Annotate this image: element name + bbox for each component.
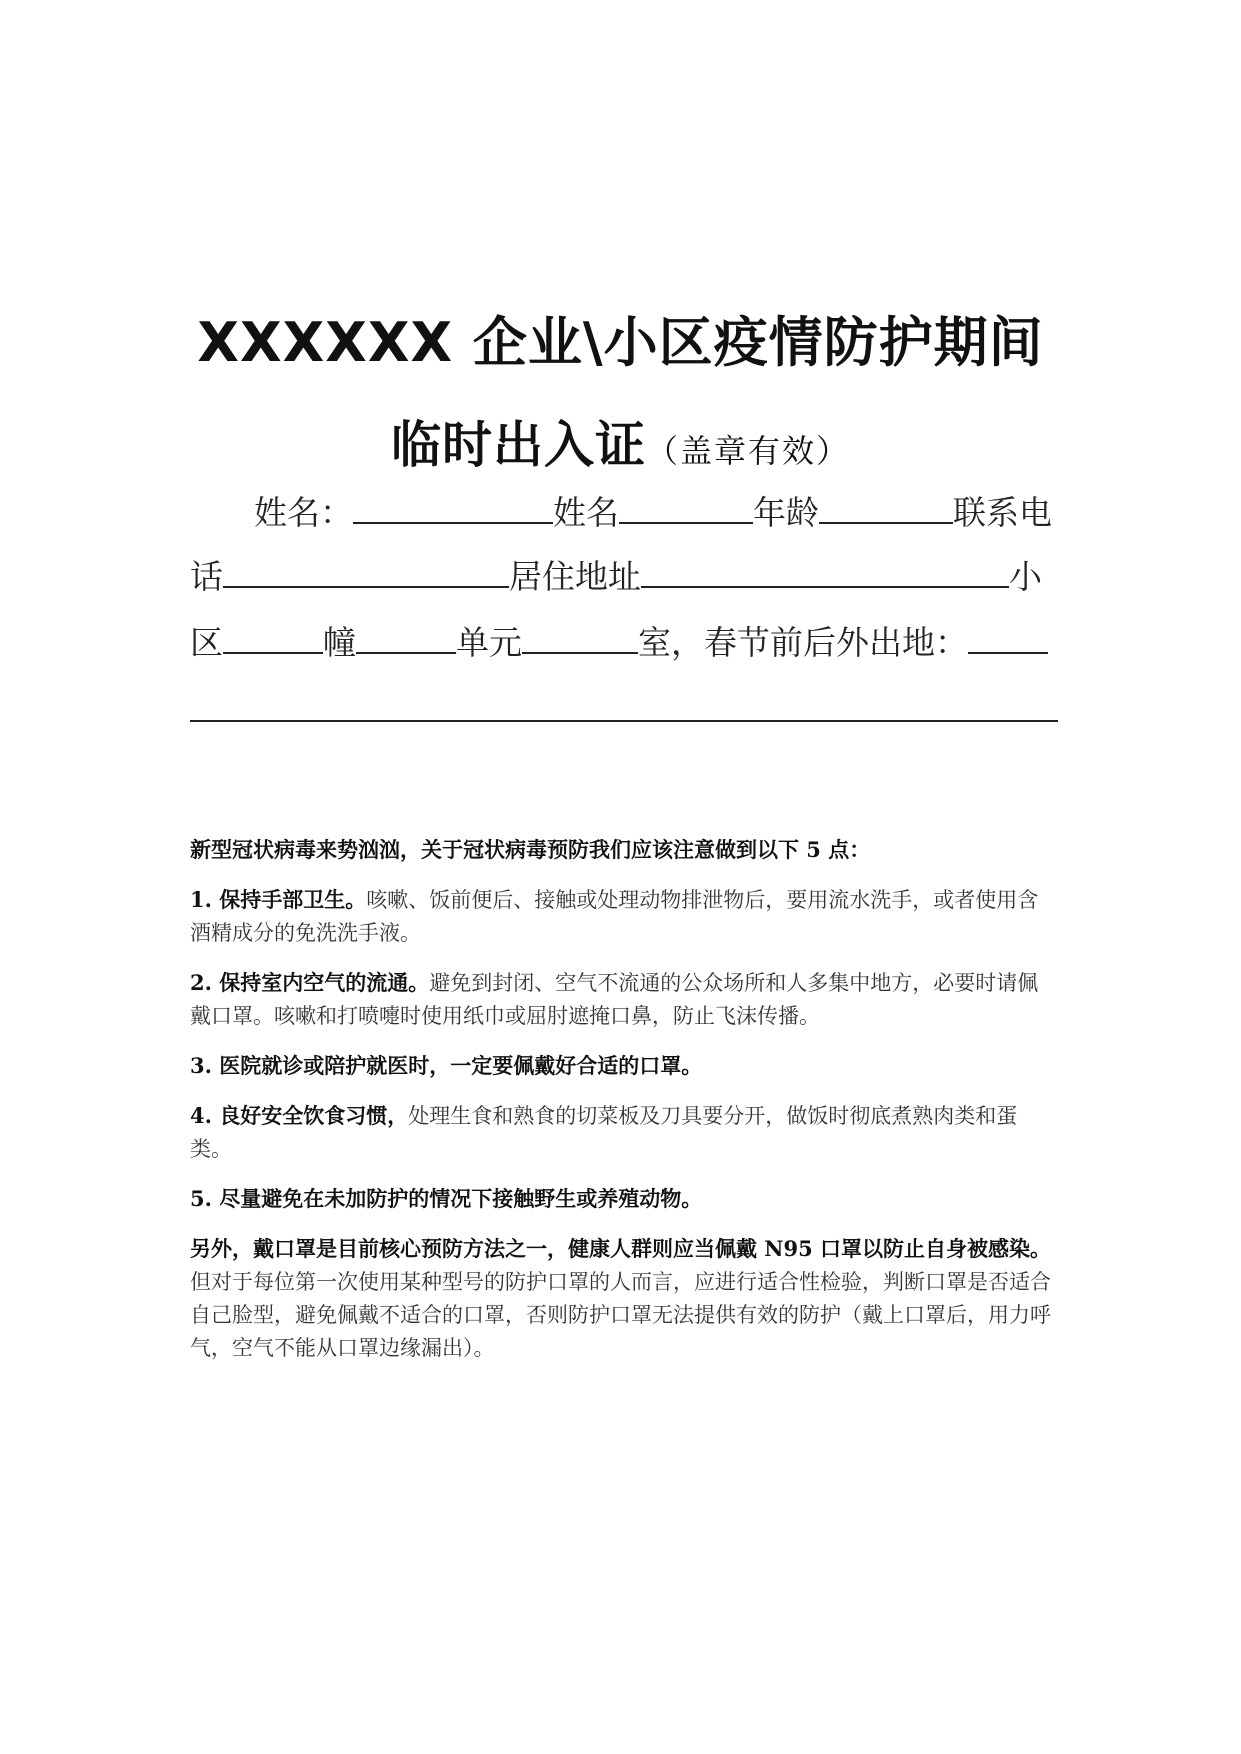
notice-item-5	[190, 1182, 1058, 1216]
notice-item-1-text: 咳嗽、饭前便后、接触或处理动物排泄物后，要用流水洗手，或者使用含酒精成分的免洗洗手液。	[190, 888, 1039, 945]
community-label-part2: 区	[190, 623, 223, 662]
age-blank[interactable]	[819, 488, 953, 524]
notice-intro: 新型冠状病毒来势汹汹，关于冠状病毒预防我们应该注意做到以下 5 点：	[190, 837, 871, 862]
room-label: 室，春节前后外出地：	[638, 623, 968, 662]
notice-item-2-text: 避免到封闭、空气不流通的公众场所和人多集中地方，必要时请佩戴口罩。咳嗽和打喷嚏时使用纸巾或屈肘遮掩口鼻，防止飞沫传播。	[190, 971, 1039, 1028]
notice-item-3	[190, 1049, 1058, 1083]
phone-blank[interactable]	[223, 552, 509, 588]
community-label-part1: 小	[1009, 557, 1042, 596]
document-subtitle	[0, 405, 1241, 477]
form-line-3	[190, 618, 1058, 662]
address-blank[interactable]	[641, 552, 1009, 588]
notice-mask-advice-text: 但对于每位第一次使用某种型号的防护口罩的人而言，应进行适合性检验，判断口罩是否适合自己脸型，避免佩戴不适合的口罩，否则防护口罩无法提供有效的防护（戴上口罩后，用力呼气，空气不能从口罩边缘漏出）。	[190, 1270, 1051, 1360]
notice-item-4-text: 处理生食和熟食的切菜板及刀具要分开，做饭时彻底煮熟肉类和蛋类。	[190, 1104, 1018, 1161]
notice-item-2-heading: 2. 保持室内空气的流通。	[190, 970, 430, 995]
notice-item-3-heading: 3. 医院就诊或陪护就医时，一定要佩戴好合适的口罩。	[190, 1053, 703, 1078]
community-blank[interactable]	[223, 618, 323, 654]
notice-mask-advice	[190, 1232, 1058, 1365]
notice-item-4-heading: 4. 良好安全饮食习惯，	[190, 1103, 409, 1128]
document-title	[0, 300, 1241, 377]
name-label: 姓名：	[254, 493, 353, 532]
age-label: 年龄	[753, 493, 819, 532]
form-line-2	[190, 552, 1058, 596]
destination-blank[interactable]	[968, 618, 1048, 654]
destination-blank-continued[interactable]	[190, 720, 1058, 722]
name-blank[interactable]	[353, 488, 553, 524]
notice-item-1-heading: 1. 保持手部卫生。	[190, 887, 367, 912]
notice-item-4	[190, 1099, 1058, 1166]
notice-item-5-heading: 5. 尽量避免在未加防护的情况下接触野生或养殖动物。	[190, 1186, 703, 1211]
phone-label-part2: 话	[190, 557, 223, 596]
building-label: 幢	[323, 623, 356, 662]
unit-blank[interactable]	[522, 618, 638, 654]
phone-label-part1: 联系电	[953, 493, 1052, 532]
address-label: 居住地址	[509, 557, 641, 596]
notice-item-1	[190, 883, 1058, 950]
title-line-2: 临时出入证	[390, 416, 646, 474]
name2-label: 姓名	[553, 493, 619, 532]
notice-mask-advice-heading: 另外，戴口罩是目前核心预防方法之一，健康人群则应当佩戴 N95 口罩以防止自身被感染。	[190, 1236, 1052, 1261]
name2-blank[interactable]	[619, 488, 753, 524]
notice-item-2	[190, 966, 1058, 1033]
title-line-1: XXXXXX 企业\小区疫情防护期间	[197, 311, 1044, 374]
unit-label: 单元	[456, 623, 522, 662]
form-line-1	[190, 488, 1058, 532]
building-blank[interactable]	[356, 618, 456, 654]
seal-note: （盖章有效）	[645, 432, 850, 470]
